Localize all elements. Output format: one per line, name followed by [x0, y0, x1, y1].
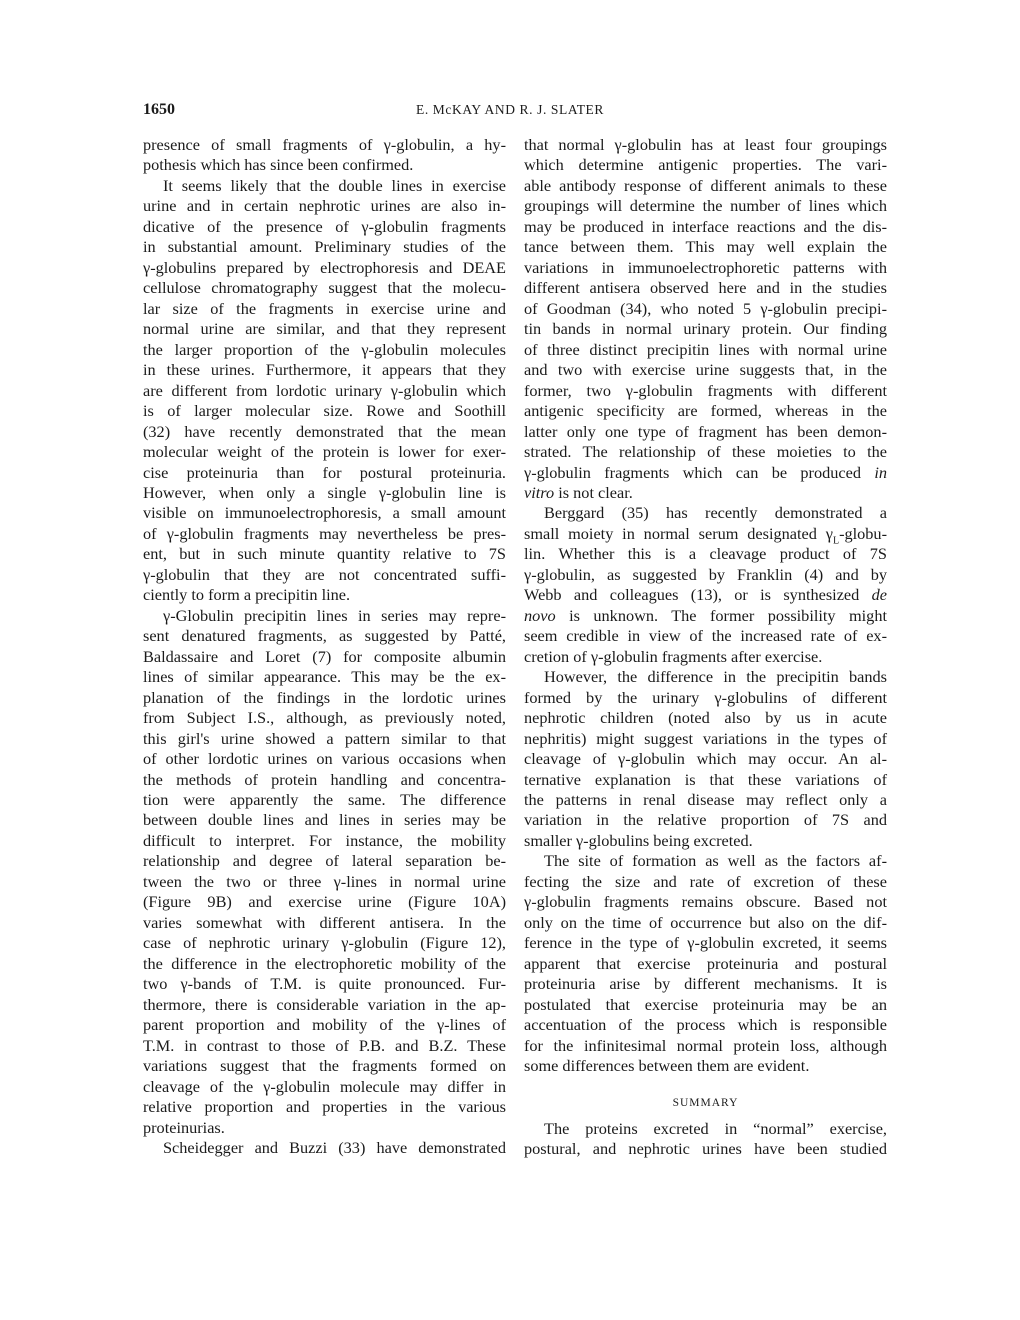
text-line: tance between them. This may well explain the	[524, 237, 887, 257]
text-line: the patterns in renal disease may reflect only a	[524, 790, 887, 809]
text-line: the larger proportion of the γ-globulin molecules	[143, 339, 506, 359]
text-line: lin. Whether this is a cleavage product of 7S	[524, 544, 887, 564]
text-line: Baldassaire and Loret (7) for composite albumin	[143, 646, 506, 666]
page-number: 1650	[143, 101, 175, 118]
paragraph	[524, 667, 887, 851]
text-line: variations suggest that the fragments formed on	[143, 1056, 506, 1076]
text-line: former, two γ-globulin fragments with different	[524, 380, 887, 400]
section-heading-summary: SUMMARY	[672, 1096, 739, 1109]
text-line	[524, 606, 887, 626]
text-line: of Goodman (34), who noted 5 γ-globulin precipi-	[524, 298, 887, 318]
text-line: proteinuria arise by different mechanisms. It is	[524, 974, 887, 994]
text-line: sent denatured fragments, as suggested by Patté,	[143, 626, 506, 646]
text-line: molecular weight of the protein is lower for exer-	[143, 442, 506, 462]
text-line: smaller γ-globulins being excreted.	[524, 830, 753, 850]
text-line: fecting the size and rate of excretion of these	[524, 871, 887, 891]
text-line: of three distinct precipitin lines with normal urine	[524, 339, 887, 359]
text-line: the methods of protein handling and concentra-	[143, 769, 506, 789]
subscript: L	[832, 535, 840, 547]
text-line: may be produced in interface reactions and the dis-	[524, 216, 887, 236]
text-line: cise proteinuria than for postural proteinuria.	[143, 462, 506, 482]
text-line: γ-globulins prepared by electrophoresis and DEAE	[143, 257, 506, 277]
text-line: γ-globulin fragments remains obscure. Based not	[524, 892, 887, 912]
paragraph	[143, 1138, 506, 1158]
text-line: nephrotic children (noted also by us in acute	[524, 708, 887, 728]
text-line: ternative explanation is that these variations of	[524, 769, 887, 789]
text-line: dicative of the presence of γ-globulin fragments	[143, 216, 506, 236]
text-line: formed by the urinary γ-globulins of different	[524, 687, 887, 707]
running-head: E. McKAY AND R. J. SLATER	[415, 102, 604, 117]
paragraph	[143, 176, 506, 606]
text-line: variation in the relative proportion of 7S and	[524, 810, 887, 830]
text-segment: is not clear.	[554, 482, 633, 502]
text-line: relationship and degree of lateral separation be-	[143, 851, 506, 871]
text-segment: Webb and colleagues (13), or is synthesized	[524, 585, 872, 605]
text-line: nephritis) might suggest variations in the types of	[524, 728, 887, 748]
text-line: tin bands in normal urinary protein. Our finding	[524, 319, 887, 339]
italic-text: novo	[524, 605, 556, 625]
text-line: ent, but in such minute quantity relative to 7S	[143, 544, 506, 564]
text-line: (Figure 9B) and exercise urine (Figure 10A)	[143, 892, 506, 912]
text-line: T.M. in contrast to those of P.B. and B.Z. These	[143, 1035, 506, 1055]
text-line: strated. The relationship of these moieties to the	[524, 442, 887, 462]
text-line: However, the difference in the precipitin bands	[544, 667, 887, 687]
text-line: normal urine are similar, and that they represent	[143, 319, 506, 339]
paragraph	[524, 503, 887, 667]
text-line: which determine antigenic properties. The vari-	[524, 155, 887, 175]
text-line: tween the two or three γ-lines in normal urine	[143, 871, 506, 891]
text-line: γ-Globulin precipitin lines in series may repre-	[163, 605, 506, 625]
text-line: between double lines and lines in series may be	[143, 810, 506, 830]
text-line: antigenic specificity are formed, whereas in the	[524, 401, 887, 421]
text-line: The proteins excreted in “normal” exercise,	[544, 1118, 887, 1138]
text-segment: -globu-	[839, 523, 887, 543]
left-column	[143, 135, 506, 1158]
paragraph	[524, 1119, 887, 1160]
text-line: γ-globulin, as suggested by Franklin (4) and by	[524, 564, 887, 584]
text-line: able antibody response of different animals to these	[524, 175, 887, 195]
text-line: cleavage of γ-globulin which may occur. An al-	[524, 749, 887, 769]
italic-text: de	[871, 585, 887, 605]
text-line: the difference in the electrophoretic mobility of the	[143, 953, 506, 973]
text-line: latter only one type of fragment has been demon-	[524, 421, 887, 441]
text-segment: γ-globulin fragments which can be produced	[524, 462, 875, 482]
text-line: planation of the findings in the lordotic urines	[143, 687, 506, 707]
text-line: cretion of γ-globulin fragments after exercise.	[524, 646, 823, 666]
text-line	[524, 463, 887, 483]
text-line: ference in the type of γ-globulin excreted, it seems	[524, 933, 887, 953]
text-line: The site of formation as well as the factors af-	[544, 851, 887, 871]
text-line: varies somewhat with different antisera. In the	[143, 912, 506, 932]
summary-body	[524, 1119, 887, 1160]
text-line: some differences between them are evident.	[524, 1056, 810, 1076]
text-line: (32) have recently demonstrated that the mean	[143, 421, 506, 441]
paragraph	[143, 606, 506, 1138]
text-line: for the infinitesimal normal protein loss, although	[524, 1035, 887, 1055]
text-line: accentuation of the process which is responsible	[524, 1015, 887, 1035]
text-line: in these urines. Furthermore, it appears that they	[143, 360, 506, 380]
text-line: However, when only a single γ-globulin line is	[143, 482, 506, 502]
text-line	[524, 523, 887, 547]
text-line: case of nephrotic urinary γ-globulin (Figure 12),	[143, 933, 506, 953]
text-line: variations in immunoelectrophoretic patterns with	[524, 257, 887, 277]
text-line: seem credible in view of the increased rate of ex-	[524, 626, 887, 646]
text-line: lines of similar appearance. This may be the ex-	[143, 667, 506, 687]
text-line: presence of small fragments of γ-globulin, a hy-	[143, 135, 506, 154]
text-line: Berggard (35) has recently demonstrated a	[544, 503, 887, 523]
text-line	[524, 585, 887, 605]
text-line: is of larger molecular size. Rowe and Soothill	[143, 401, 506, 421]
right-column	[524, 135, 887, 1160]
text-line: and two with exercise urine suggests that, in the	[524, 360, 887, 380]
text-line: this girl's urine showed a pattern similar to that	[143, 728, 506, 748]
text-line: are different from lordotic urinary γ-globulin which	[143, 380, 506, 400]
text-line: parent proportion and mobility of the γ-lines of	[143, 1015, 506, 1035]
text-line: of other lordotic urines on various occasions when	[143, 749, 506, 769]
text-line: visible on immunoelectrophoresis, a small amount	[143, 503, 506, 523]
text-line	[524, 483, 887, 503]
text-line: postural, and nephrotic urines have been studied	[524, 1139, 887, 1159]
text-line: of γ-globulin fragments may nevertheless be pres-	[143, 523, 506, 543]
text-line: only on the time of occurrence but also on the dif-	[524, 912, 887, 932]
text-line: that normal γ-globulin has at least four groupings	[524, 135, 887, 154]
text-line: difficult to interpret. For instance, the mobility	[143, 830, 506, 850]
text-line: It seems likely that the double lines in exercise	[163, 175, 506, 195]
text-line: relative proportion and properties in the various	[143, 1097, 506, 1117]
text-segment: is unknown. The former possibility might	[555, 605, 887, 625]
text-line: different antisera observed here and in the studies	[524, 278, 887, 298]
text-line: proteinurias.	[143, 1117, 225, 1137]
text-line: postulated that exercise proteinuria may be an	[524, 994, 887, 1014]
text-line: groupings will determine the number of lines which	[524, 196, 887, 216]
text-line: from Subject I.S., although, as previously noted,	[143, 708, 506, 728]
text-line: cellulose chromatography suggest that the molecu-	[143, 278, 506, 298]
text-line: pothesis which has since been confirmed.	[143, 155, 414, 175]
text-line: Scheidegger and Buzzi (33) have demonstrated	[163, 1137, 506, 1157]
paragraph	[524, 135, 887, 503]
text-line: ciently to form a precipitin line.	[143, 585, 351, 605]
text-line: two γ-bands of T.M. is quite pronounced. Fur-	[143, 974, 506, 994]
paragraph	[524, 851, 887, 1076]
right-body	[524, 135, 887, 1077]
paragraph	[143, 135, 506, 176]
italic-text: in	[874, 462, 887, 482]
text-line: urine and in certain nephrotic urines are also in-	[143, 196, 506, 216]
text-line: thermore, there is considerable variation in the ap-	[143, 994, 506, 1014]
italic-text: vitro	[524, 482, 555, 502]
text-segment: small moiety in normal serum designated γ	[524, 523, 833, 543]
text-line: γ-globulin that they are not concentrated suffi-	[143, 564, 506, 584]
text-line: in substantial amount. Preliminary studies of the	[143, 237, 506, 257]
text-line: tion were apparently the same. The difference	[143, 790, 506, 809]
text-line: lar size of the fragments in exercise urine and	[143, 298, 506, 318]
text-line: apparent that exercise proteinuria and postural	[524, 953, 887, 973]
text-line: cleavage of the γ-globulin molecule may differ in	[143, 1076, 506, 1096]
